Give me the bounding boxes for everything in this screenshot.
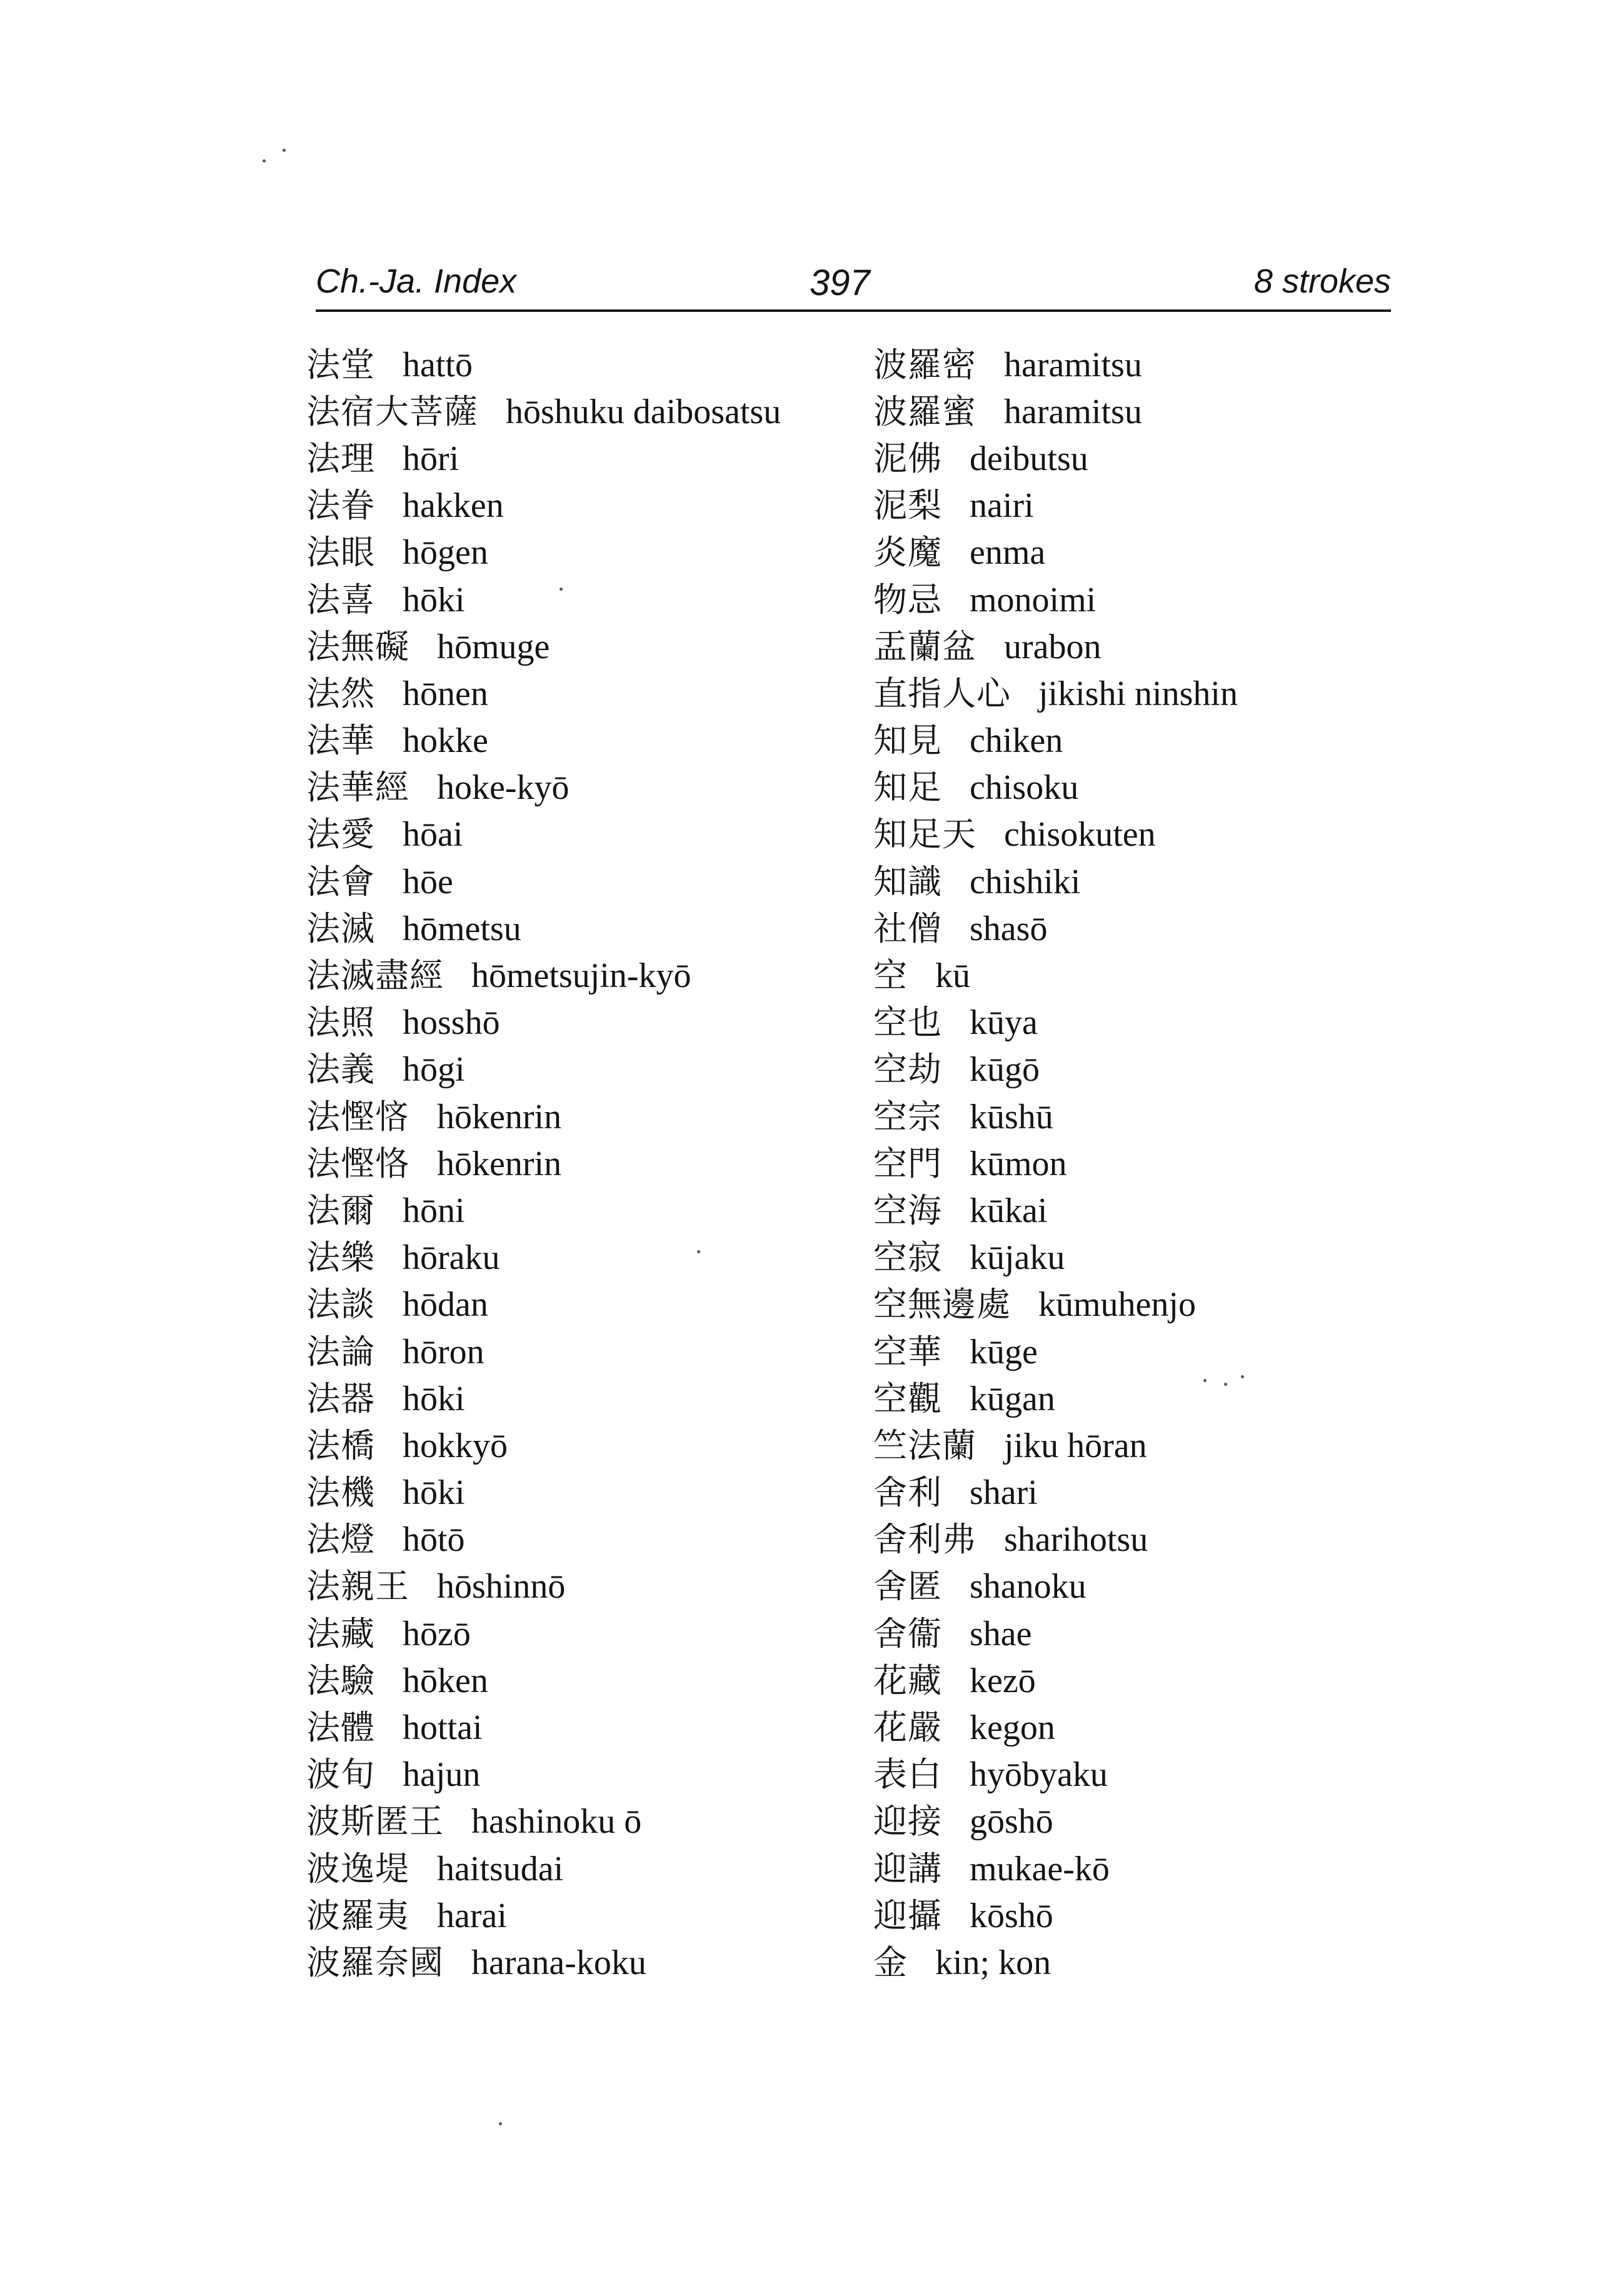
romanized-reading: hōzō: [403, 1614, 471, 1653]
index-entry: [306, 1892, 869, 1939]
index-entry: [306, 1422, 869, 1469]
romanized-reading: hōnen: [403, 674, 488, 713]
kanji-term: 法慳恪: [306, 1143, 409, 1183]
kanji-term: 直指人心: [873, 673, 1011, 713]
romanized-reading: haramitsu: [1004, 392, 1142, 431]
romanized-reading: kūmon: [970, 1144, 1067, 1183]
index-entry: [873, 576, 1436, 623]
index-entry: [873, 1610, 1436, 1657]
romanized-reading: kūjaku: [970, 1238, 1065, 1278]
scan-speck: [560, 588, 563, 591]
index-entry: [873, 1704, 1436, 1751]
romanized-reading: hōri: [403, 439, 459, 478]
romanized-reading: hōmuge: [437, 627, 550, 666]
romanized-reading: hyōbyaku: [970, 1755, 1108, 1795]
index-entry: [873, 1798, 1436, 1845]
section-label: 8 strokes: [1253, 263, 1391, 300]
kanji-term: 波斯匿王: [306, 1802, 444, 1842]
index-entry: [306, 435, 869, 482]
kanji-term: 法燈: [306, 1520, 375, 1560]
index-entry: [306, 764, 869, 811]
kanji-term: 空門: [873, 1143, 942, 1183]
romanized-reading: kegon: [970, 1708, 1055, 1748]
index-entry: [306, 718, 869, 764]
romanized-reading: chiken: [970, 721, 1063, 761]
romanized-reading: kūgan: [970, 1379, 1055, 1418]
romanized-reading: kōshō: [970, 1896, 1053, 1935]
romanized-reading: chisokuten: [1004, 815, 1156, 855]
kanji-term: 竺法蘭: [873, 1425, 976, 1465]
romanized-reading: kin; kon: [935, 1943, 1051, 1982]
kanji-term: 波羅奈國: [306, 1942, 444, 1982]
kanji-term: 空寂: [873, 1238, 942, 1278]
romanized-reading: chisoku: [970, 768, 1079, 808]
kanji-term: 法華經: [306, 768, 409, 808]
romanized-reading: hakken: [403, 486, 504, 526]
index-entry: [306, 483, 869, 529]
index-entry: [873, 718, 1436, 764]
index-entry: [873, 1140, 1436, 1187]
kanji-term: 法藏: [306, 1613, 375, 1653]
kanji-term: 表白: [873, 1755, 942, 1795]
page-number: 397: [810, 263, 870, 303]
kanji-term: 法滅盡經: [306, 956, 444, 996]
kanji-term: 法滅: [306, 908, 375, 948]
kanji-term: 波逸堤: [306, 1848, 409, 1888]
index-entry: [306, 1375, 869, 1422]
index-title: Ch.-Ja. Index: [316, 263, 517, 300]
kanji-term: 舍利: [873, 1473, 942, 1513]
index-entry: [873, 623, 1436, 670]
kanji-term: 知見: [873, 721, 942, 761]
right-index-column: [873, 341, 1436, 1987]
romanized-reading: shae: [970, 1614, 1032, 1653]
kanji-term: 知識: [873, 861, 942, 901]
kanji-term: 法驗: [306, 1660, 375, 1700]
scan-speck: [1203, 1379, 1207, 1382]
kanji-term: 法華: [306, 721, 375, 761]
romanized-reading: hashinoku ō: [471, 1802, 642, 1842]
romanized-reading: hōron: [403, 1332, 484, 1371]
index-entry: [873, 1563, 1436, 1610]
kanji-term: 空劫: [873, 1050, 942, 1090]
scan-speck: [499, 2122, 502, 2125]
kanji-term: 舍衞: [873, 1613, 942, 1653]
romanized-reading: hōkenrin: [437, 1097, 562, 1136]
romanized-reading: hosshō: [403, 1003, 500, 1043]
index-entry: [873, 1470, 1436, 1516]
romanized-reading: kūge: [970, 1332, 1038, 1371]
romanized-reading: hoke-kyō: [437, 768, 570, 808]
romanized-reading: hōni: [403, 1191, 465, 1230]
index-entry: [873, 1939, 1436, 1986]
left-index-column: [306, 341, 869, 1987]
kanji-term: 花藏: [873, 1660, 942, 1700]
romanized-reading: shanoku: [970, 1567, 1087, 1607]
index-entry: [306, 388, 869, 435]
romanized-reading: hōai: [403, 815, 463, 855]
romanized-reading: enma: [970, 533, 1046, 573]
index-entry: [306, 1187, 869, 1234]
kanji-term: 物忌: [873, 579, 942, 619]
kanji-term: 炎魔: [873, 533, 942, 573]
index-entry: [873, 1752, 1436, 1798]
kanji-term: 知足天: [873, 815, 976, 855]
index-entry: [873, 1328, 1436, 1375]
index-entry: [873, 1046, 1436, 1093]
kanji-term: 法宿大菩薩: [306, 391, 478, 431]
romanized-reading: hōmetsujin-kyō: [471, 956, 691, 996]
kanji-term: 花嚴: [873, 1708, 942, 1748]
index-entry: [873, 1892, 1436, 1939]
kanji-term: 空無邊處: [873, 1285, 1011, 1325]
kanji-term: 法會: [306, 861, 375, 901]
index-entry: [306, 1046, 869, 1093]
index-entry: [306, 1000, 869, 1046]
romanized-reading: hōtō: [403, 1520, 465, 1560]
romanized-reading: kūkai: [970, 1191, 1048, 1230]
index-entry: [873, 858, 1436, 905]
kanji-term: 迎講: [873, 1848, 942, 1888]
kanji-term: 迎接: [873, 1802, 942, 1842]
kanji-term: 法樂: [306, 1238, 375, 1278]
kanji-term: 空: [873, 956, 908, 996]
kanji-term: 法體: [306, 1708, 375, 1748]
running-header: [316, 253, 1391, 312]
kanji-term: 法照: [306, 1003, 375, 1043]
romanized-reading: sharihotsu: [1004, 1520, 1148, 1560]
romanized-reading: hōshuku daibosatsu: [506, 392, 781, 431]
index-entry: [306, 1563, 869, 1610]
index-entry: [873, 1000, 1436, 1046]
index-entry: [306, 811, 869, 858]
index-entry: [306, 1845, 869, 1892]
romanized-reading: gōshō: [970, 1802, 1053, 1842]
romanized-reading: kezō: [970, 1661, 1036, 1700]
kanji-term: 法眼: [306, 533, 375, 573]
index-entry: [873, 388, 1436, 435]
scan-speck: [697, 1250, 700, 1253]
scan-speck: [283, 149, 286, 152]
index-entry: [306, 1610, 869, 1657]
kanji-term: 盂蘭盆: [873, 626, 976, 666]
romanized-reading: kūmuhenjo: [1038, 1285, 1196, 1325]
index-entry: [306, 858, 869, 905]
romanized-reading: kūgō: [970, 1050, 1040, 1090]
index-entry: [306, 905, 869, 952]
romanized-reading: hōgen: [403, 533, 488, 573]
kanji-term: 空海: [873, 1190, 942, 1230]
kanji-term: 波羅密: [873, 344, 976, 384]
kanji-term: 波羅夷: [306, 1895, 409, 1935]
romanized-reading: hōe: [403, 862, 453, 901]
kanji-term: 法器: [306, 1378, 375, 1418]
index-entry: [306, 1093, 869, 1140]
kanji-term: 法眷: [306, 486, 375, 526]
index-entry: [873, 435, 1436, 482]
index-entry: [873, 1187, 1436, 1234]
romanized-reading: haitsudai: [437, 1849, 564, 1888]
romanized-reading: kū: [935, 956, 970, 996]
kanji-term: 法義: [306, 1050, 375, 1090]
kanji-term: 法堂: [306, 344, 375, 384]
kanji-term: 社僧: [873, 908, 942, 948]
index-entry: [306, 341, 869, 388]
index-entry: [306, 1939, 869, 1986]
kanji-term: 法爾: [306, 1190, 375, 1230]
index-entry: [306, 1798, 869, 1845]
kanji-term: 法談: [306, 1285, 375, 1325]
romanized-reading: hōki: [403, 1473, 465, 1513]
index-entry: [873, 811, 1436, 858]
index-entry: [873, 1845, 1436, 1892]
romanized-reading: hōraku: [403, 1238, 500, 1278]
index-entry: [873, 529, 1436, 576]
index-entry: [306, 1657, 869, 1704]
index-entry: [306, 1235, 869, 1281]
kanji-term: 迎攝: [873, 1895, 942, 1935]
scan-speck: [263, 159, 266, 163]
index-entry: [306, 1140, 869, 1187]
index-entry: [306, 952, 869, 999]
romanized-reading: harai: [437, 1896, 507, 1935]
romanized-reading: hōki: [403, 580, 465, 619]
kanji-term: 空華: [873, 1331, 942, 1371]
romanized-reading: hōkenrin: [437, 1144, 562, 1183]
kanji-term: 波羅蜜: [873, 391, 976, 431]
kanji-term: 泥佛: [873, 438, 942, 478]
index-entry: [873, 1235, 1436, 1281]
romanized-reading: shasō: [970, 909, 1048, 948]
kanji-term: 舍匿: [873, 1567, 942, 1607]
romanized-reading: hōshinnō: [437, 1567, 566, 1607]
index-entry: [873, 1657, 1436, 1704]
index-entry: [873, 764, 1436, 811]
kanji-term: 空觀: [873, 1378, 942, 1418]
scan-speck: [1224, 1383, 1227, 1386]
index-entry: [306, 623, 869, 670]
index-entry: [873, 1516, 1436, 1563]
romanized-reading: jiku hōran: [1004, 1426, 1147, 1465]
romanized-reading: shari: [970, 1473, 1038, 1513]
romanized-reading: hottai: [403, 1708, 483, 1748]
kanji-term: 法機: [306, 1473, 375, 1513]
kanji-term: 空宗: [873, 1096, 942, 1136]
index-entry: [306, 529, 869, 576]
index-entry: [306, 1516, 869, 1563]
romanized-reading: hōken: [403, 1661, 488, 1700]
romanized-reading: kūya: [970, 1003, 1038, 1043]
kanji-term: 法然: [306, 673, 375, 713]
romanized-reading: hōki: [403, 1379, 465, 1418]
kanji-term: 波旬: [306, 1755, 375, 1795]
romanized-reading: hajun: [403, 1755, 481, 1795]
index-entry: [873, 1375, 1436, 1422]
kanji-term: 泥梨: [873, 486, 942, 526]
kanji-term: 舍利弗: [873, 1520, 976, 1560]
index-entry: [306, 1704, 869, 1751]
index-entry: [873, 1422, 1436, 1469]
index-entry: [873, 905, 1436, 952]
romanized-reading: deibutsu: [970, 439, 1088, 478]
scan-speck: [1241, 1375, 1244, 1378]
index-entry: [873, 483, 1436, 529]
romanized-reading: urabon: [1004, 627, 1102, 666]
kanji-term: 法喜: [306, 579, 375, 619]
index-entry: [873, 341, 1436, 388]
romanized-reading: hōgi: [403, 1050, 465, 1090]
kanji-term: 法論: [306, 1331, 375, 1371]
romanized-reading: harana-koku: [471, 1943, 646, 1982]
romanized-reading: mukae-kō: [970, 1849, 1110, 1888]
index-entry: [306, 1281, 869, 1328]
romanized-reading: jikishi ninshin: [1038, 674, 1238, 713]
index-entry: [873, 1281, 1436, 1328]
index-entry: [873, 1093, 1436, 1140]
romanized-reading: kūshū: [970, 1097, 1053, 1136]
index-entry: [306, 1752, 869, 1798]
index-entry: [306, 576, 869, 623]
romanized-reading: hokkyō: [403, 1426, 508, 1465]
romanized-reading: haramitsu: [1004, 345, 1142, 384]
romanized-reading: hōmetsu: [403, 909, 521, 948]
romanized-reading: hattō: [403, 345, 473, 384]
index-entry: [306, 1328, 869, 1375]
kanji-term: 法橋: [306, 1425, 375, 1465]
romanized-reading: chishiki: [970, 862, 1081, 901]
romanized-reading: monoimi: [970, 580, 1097, 619]
romanized-reading: nairi: [970, 486, 1034, 526]
kanji-term: 知足: [873, 768, 942, 808]
romanized-reading: hokke: [403, 721, 488, 761]
kanji-term: 法親王: [306, 1567, 409, 1607]
kanji-term: 法理: [306, 438, 375, 478]
kanji-term: 法慳悋: [306, 1096, 409, 1136]
romanized-reading: hōdan: [403, 1285, 488, 1325]
index-entry: [306, 670, 869, 717]
kanji-term: 空也: [873, 1003, 942, 1043]
index-entry: [306, 1470, 869, 1516]
kanji-term: 法無礙: [306, 626, 409, 666]
kanji-term: 法愛: [306, 815, 375, 855]
index-entry: [873, 670, 1436, 717]
kanji-term: 金: [873, 1942, 908, 1982]
index-entry: [873, 952, 1436, 999]
